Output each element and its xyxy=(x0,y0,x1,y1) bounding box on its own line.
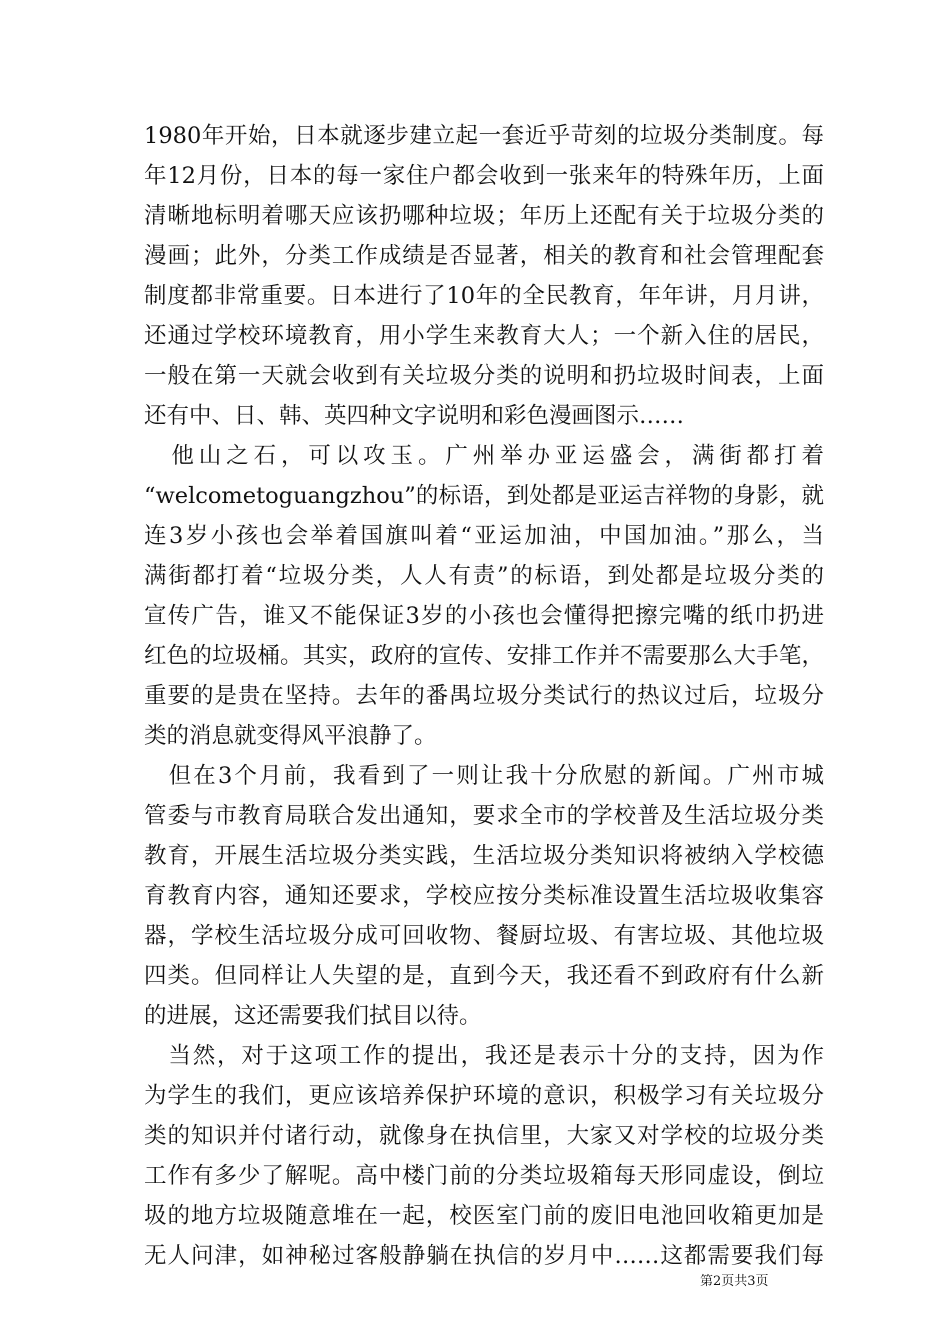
text-line: 教育，开展生活垃圾分类实践，生活垃圾分类知识将被纳入学校德 xyxy=(144,843,824,869)
text-line: 漫画；此外，分类工作成绩是否显著，相关的教育和社会管理配套 xyxy=(144,243,824,269)
paragraph-3 xyxy=(144,756,824,1036)
text-line: 连3岁小孩也会举着国旗叫着“亚运加油，中国加油。”那么，当 xyxy=(144,523,824,549)
text-line: 四类。但同样让人失望的是，直到今天，我还看不到政府有什么新 xyxy=(144,963,824,989)
paragraph-2 xyxy=(144,436,824,756)
text-line: 育教育内容，通知还要求，学校应按分类标准设置生活垃圾收集容 xyxy=(144,883,824,909)
text-line: 为学生的我们，更应该培养保护环境的意识，积极学习有关垃圾分 xyxy=(144,1083,824,1109)
text-line: 当然，对于这项工作的提出，我还是表示十分的支持，因为作 xyxy=(144,1043,824,1069)
text-line: 工作有多少了解呢。高中楼门前的分类垃圾箱每天形同虚设，倒垃 xyxy=(144,1163,824,1189)
text-line: 制度都非常重要。日本进行了10年的全民教育，年年讲，月月讲， xyxy=(144,283,824,309)
text-line: 年12月份，日本的每一家住户都会收到一张来年的特殊年历，上面 xyxy=(144,163,824,189)
text-line: 1980年开始，日本就逐步建立起一套近乎苛刻的垃圾分类制度。每 xyxy=(144,123,824,149)
body-text xyxy=(144,116,824,1276)
text-line: 一般在第一天就会收到有关垃圾分类的说明和扔垃圾时间表，上面 xyxy=(144,363,824,389)
text-line: 无人问津，如神秘过客般静躺在执信的岁月中……这都需要我们每 xyxy=(144,1243,824,1269)
paragraph-1 xyxy=(144,116,824,436)
text-line: 但在3个月前，我看到了一则让我十分欣慰的新闻。广州市城 xyxy=(144,763,824,789)
text-line: 的进展，这还需要我们拭目以待。 xyxy=(144,1003,482,1029)
paragraph-4 xyxy=(144,1036,824,1276)
text-line: 类的消息就变得风平浪静了。 xyxy=(144,723,437,749)
text-line: 类的知识并付诸行动，就像身在执信里，大家又对学校的垃圾分类 xyxy=(144,1123,824,1149)
text-line: 满街都打着“垃圾分类，人人有责”的标语，到处都是垃圾分类的 xyxy=(144,563,824,589)
text-line: “welcometoguangzhou”的标语，到处都是亚运吉祥物的身影，就 xyxy=(144,483,824,509)
text-line: 清晰地标明着哪天应该扔哪种垃圾；年历上还配有关于垃圾分类的 xyxy=(144,203,824,229)
text-line: 红色的垃圾桶。其实，政府的宣传、安排工作并不需要那么大手笔， xyxy=(144,643,824,669)
text-line: 管委与市教育局联合发出通知，要求全市的学校普及生活垃圾分类 xyxy=(144,803,824,829)
text-line: 还通过学校环境教育，用小学生来教育大人；一个新入住的居民， xyxy=(144,323,824,349)
text-line: 圾的地方垃圾随意堆在一起，校医室门前的废旧电池回收箱更加是 xyxy=(144,1203,824,1229)
text-line: 重要的是贵在坚持。去年的番禺垃圾分类试行的热议过后，垃圾分 xyxy=(144,683,824,709)
text-line: 他山之石，可以攻玉。广州举办亚运盛会，满街都打着 xyxy=(144,443,824,469)
text-line: 宣传广告，谁又不能保证3岁的小孩也会懂得把擦完嘴的纸巾扔进 xyxy=(144,603,824,629)
text-line: 还有中、日、韩、英四种文字说明和彩色漫画图示…… xyxy=(144,403,685,429)
page-number-footer: 第2页共3页 xyxy=(700,1274,769,1289)
text-line: 器，学校生活垃圾分成可回收物、餐厨垃圾、有害垃圾、其他垃圾 xyxy=(144,923,824,949)
